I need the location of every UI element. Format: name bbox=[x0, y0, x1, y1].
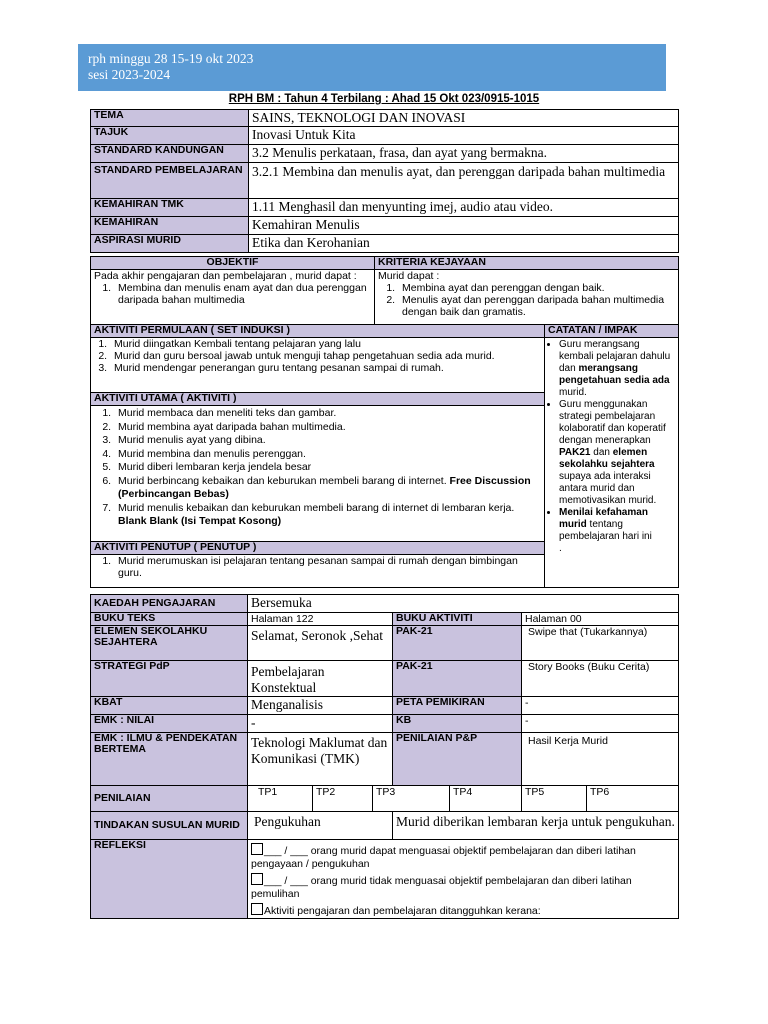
kbat-value: Menganalisis bbox=[248, 697, 393, 715]
catatan-content: • Guru merangsang kembali pelajaran dahulu dan merangsang pengetahuan sedia ada murid. • Guru menggunakan strategi pembelajaran kolaboratif dan koperatif dengan menerapkan PAK21 dan elemen sekolahku sejahtera supaya ada interaksi antara murid dan memotivasikan murid. • Menilai kefahaman murid tentang pembelajaran hari ini . bbox=[545, 338, 679, 588]
tajuk-value: Inovasi Untuk Kita bbox=[249, 127, 679, 145]
pak21-value-2: Story Books (Buku Cerita) bbox=[522, 661, 679, 697]
kbat-label: KBAT bbox=[91, 697, 248, 715]
tp-cell: TP4 bbox=[450, 786, 522, 812]
penilaian-pnp-label: PENILAIAN P&P bbox=[393, 733, 522, 786]
banner-line-2: sesi 2023-2024 bbox=[88, 67, 171, 82]
penutup-item: 1. Murid merumuskan isi pelajaran tentang pesanan sampai di rumah dengan bimbingan guru. bbox=[114, 555, 541, 579]
tp-cell: TP2 bbox=[313, 786, 373, 812]
buku-aktiviti-value: Halaman 00 bbox=[522, 613, 679, 626]
tindakan-value-2: Murid diberikan lembaran kerja untuk pengukuhan. bbox=[393, 812, 679, 840]
buku-teks-value: Halaman 122 bbox=[248, 613, 393, 626]
penutup-header: AKTIVITI PENUTUP ( PENUTUP ) bbox=[91, 542, 545, 555]
penilaian-label: PENILAIAN bbox=[91, 786, 248, 812]
pak21-value-1: Swipe that (Tukarkannya) bbox=[522, 626, 679, 661]
kemahiran-tmk-label: KEMAHIRAN TMK bbox=[91, 199, 249, 217]
banner-line-1: rph minggu 28 15-19 okt 2023 bbox=[88, 51, 254, 66]
permulaan-item: 3. Murid mendengar penerangan guru tentang pesanan sampai di rumah. bbox=[110, 362, 541, 374]
kemahiran-label: KEMAHIRAN bbox=[91, 217, 249, 235]
tp-cell: TP3 bbox=[373, 786, 450, 812]
kb-label: KB bbox=[393, 715, 522, 733]
kemahiran-value: Kemahiran Menulis bbox=[249, 217, 679, 235]
kriteria-item: 2. Menulis ayat dan perenggan daripada bahan multimedia dengan baik dan gramatis. bbox=[398, 294, 675, 318]
buku-aktiviti-label: BUKU AKTIVITI bbox=[393, 613, 522, 626]
refleksi-line-3: Aktiviti pengajaran dan pembelajaran ditangguhkan kerana: bbox=[251, 903, 675, 918]
peta-pemikiran-value: - bbox=[522, 697, 679, 715]
activities-table bbox=[90, 324, 679, 588]
buku-teks-label: BUKU TEKS bbox=[91, 613, 248, 626]
emk-ilmu-label: EMK : ILMU & PENDEKATAN BERTEMA bbox=[91, 733, 248, 786]
kaedah-value: Bersemuka bbox=[248, 595, 679, 613]
penilaian-pnp-value: Hasil Kerja Murid bbox=[522, 733, 679, 786]
tindakan-value-1: Pengukuhan bbox=[248, 812, 393, 840]
objektif-table bbox=[90, 256, 679, 325]
utama-content bbox=[91, 406, 545, 542]
catatan-header: CATATAN / IMPAK bbox=[545, 325, 679, 338]
kaedah-label: KAEDAH PENGAJARAN bbox=[91, 595, 248, 613]
emk-nilai-value: - bbox=[248, 715, 393, 733]
refleksi-line-2: ___ / ___ orang murid tidak menguasai objektif pembelajaran dan diberi latihan pemulihan bbox=[251, 875, 632, 900]
elemen-value: Selamat, Seronok ,Sehat bbox=[248, 626, 393, 661]
kriteria-header: KRITERIA KEJAYAAN bbox=[375, 257, 679, 270]
pak21-label-2: PAK-21 bbox=[393, 661, 522, 697]
pak21-label-1: PAK-21 bbox=[393, 626, 522, 661]
elemen-label: ELEMEN SEKOLAHKU SEJAHTERA bbox=[91, 626, 248, 661]
standard-pembelajaran-label: STANDARD PEMBELAJARAN bbox=[91, 163, 249, 199]
tema-label: TEMA bbox=[91, 110, 249, 127]
kriteria-item: 1. Membina ayat dan perenggan dengan baik. bbox=[398, 282, 675, 294]
kriteria-intro: Murid dapat : bbox=[378, 270, 440, 282]
emk-nilai-label: EMK : NILAI bbox=[91, 715, 248, 733]
aspirasi-murid-label: ASPIRASI MURID bbox=[91, 235, 249, 253]
permulaan-item: 2. Murid dan guru bersoal jawab untuk menguji tahap pengetahuan sedia ada murid. bbox=[110, 350, 541, 362]
header-banner bbox=[78, 44, 666, 91]
standard-kandungan-label: STANDARD KANDUNGAN bbox=[91, 145, 249, 163]
utama-item: 7. Murid menulis kebaikan dan keburukan membeli barang di internet di lembaran kerja. Blank Blank (Isi Tempat Kosong) bbox=[114, 502, 541, 529]
checkbox-icon[interactable] bbox=[251, 873, 263, 885]
info-table bbox=[90, 109, 679, 253]
kb-value: - bbox=[522, 715, 679, 733]
tp-cell: TP6 bbox=[587, 786, 679, 812]
document-title: RPH BM : Tahun 4 Terbilang : Ahad 15 Okt 023/0915-1015 bbox=[228, 93, 540, 105]
strategi-value: Pembelajaran Konstektual bbox=[248, 661, 393, 697]
aspirasi-murid-value: Etika dan Kerohanian bbox=[249, 235, 679, 253]
utama-item: 1. Murid membaca dan meneliti teks dan gambar. bbox=[114, 407, 541, 421]
permulaan-item: 1. Murid diingatkan Kembali tentang pelajaran yang lalu bbox=[110, 338, 541, 350]
kemahiran-tmk-value: 1.11 Menghasil dan menyunting imej, audio atau video. bbox=[249, 199, 679, 217]
tp-cell: TP1 bbox=[248, 786, 313, 812]
standard-kandungan-value: 3.2 Menulis perkataan, frasa, dan ayat yang bermakna. bbox=[249, 145, 679, 163]
tp-cell: TP5 bbox=[522, 786, 587, 812]
refleksi-content bbox=[248, 840, 679, 919]
utama-item: 2. Murid membina ayat daripada bahan multimedia. bbox=[114, 421, 541, 435]
utama-item: 5. Murid diberi lembaran kerja jendela besar bbox=[114, 461, 541, 475]
objektif-content bbox=[91, 270, 375, 325]
emk-ilmu-value: Teknologi Maklumat dan Komunikasi (TMK) bbox=[248, 733, 393, 786]
checkbox-icon[interactable] bbox=[251, 903, 263, 915]
refleksi-label: REFLEKSI bbox=[91, 840, 248, 919]
utama-item: 3. Murid menulis ayat yang dibina. bbox=[114, 434, 541, 448]
permulaan-header: AKTIVITI PERMULAAN ( SET INDUKSI ) bbox=[91, 325, 545, 338]
checkbox-icon[interactable] bbox=[251, 843, 263, 855]
tajuk-label: TAJUK bbox=[91, 127, 249, 145]
strategi-label: STRATEGI PdP bbox=[91, 661, 248, 697]
tindakan-label: TINDAKAN SUSULAN MURID bbox=[91, 812, 248, 840]
utama-header: AKTIVITI UTAMA ( AKTIVITI ) bbox=[91, 393, 545, 406]
kriteria-content bbox=[375, 270, 679, 325]
permulaan-content bbox=[91, 338, 545, 393]
tema-value: SAINS, TEKNOLOGI DAN INOVASI bbox=[249, 110, 679, 127]
objektif-item: 1. Membina dan menulis enam ayat dan dua perenggan daripada bahan multimedia bbox=[114, 282, 371, 306]
objektif-header: OBJEKTIF bbox=[91, 257, 375, 270]
utama-item: 4. Murid membina dan menulis perenggan. bbox=[114, 448, 541, 462]
bottom-table bbox=[90, 594, 679, 919]
standard-pembelajaran-value: 3.2.1 Membina dan menulis ayat, dan perenggan daripada bahan multimedia bbox=[249, 163, 679, 199]
objektif-intro: Pada akhir pengajaran dan pembelajaran , murid dapat : bbox=[94, 270, 357, 282]
penutup-content bbox=[91, 555, 545, 588]
utama-item: 6. Murid berbincang kebaikan dan keburukan membeli barang di internet. Free Discussion (Perbincangan Bebas) bbox=[114, 475, 541, 502]
peta-pemikiran-label: PETA PEMIKIRAN bbox=[393, 697, 522, 715]
refleksi-line-1: ___ / ___ orang murid dapat menguasai objektif pembelajaran dan diberi latihan pengayaan / pengukuhan bbox=[251, 845, 636, 870]
